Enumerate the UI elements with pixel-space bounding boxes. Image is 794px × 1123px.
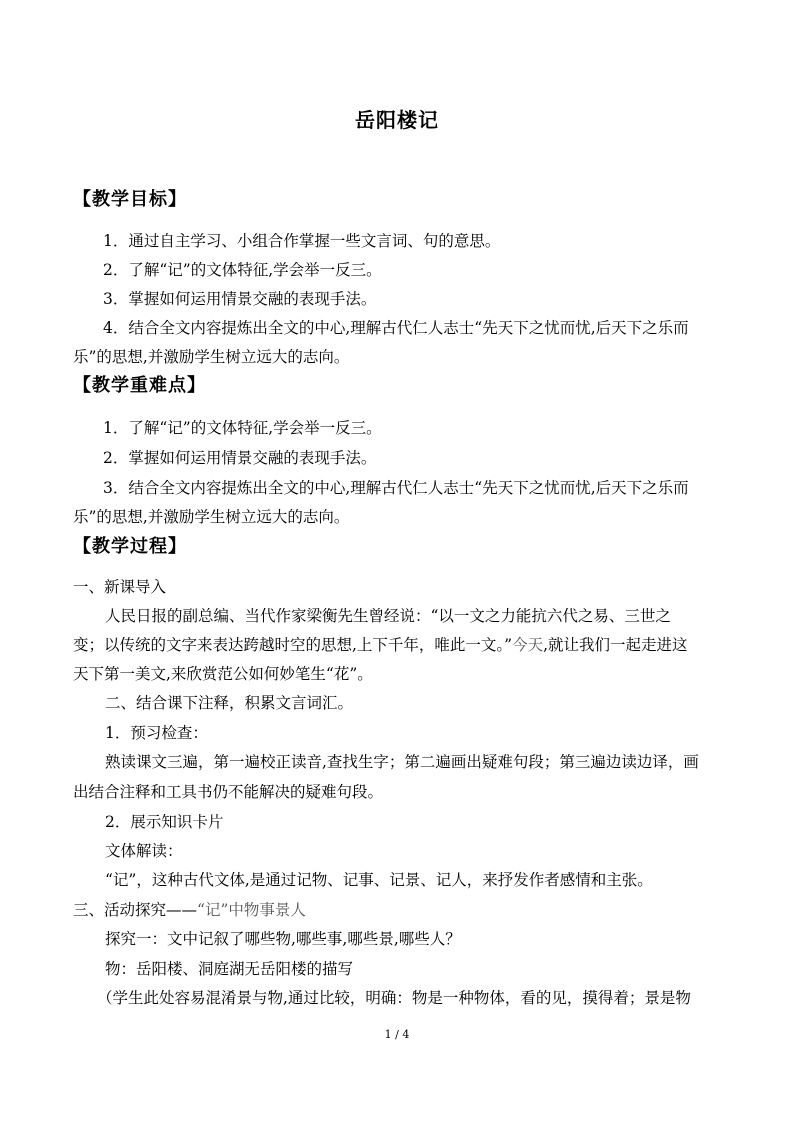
process-line: 一、新课导入 xyxy=(73,578,167,596)
process-text-gray: 今天 xyxy=(512,636,544,654)
page-number: 1 / 4 xyxy=(384,1028,410,1041)
goal-item-continued: 乐”的思想,并激励学生树立远大的志向。 xyxy=(73,348,350,366)
section-heading-goals: 【教学目标】 xyxy=(73,189,187,210)
process-text: 三、活动探究—— xyxy=(73,901,198,919)
key-point-item: 3．结合全文内容提炼出全文的中心,理解古代仁人志士“先天下之忧而忧,后天下之乐而 xyxy=(103,479,689,497)
process-line xyxy=(73,900,723,920)
process-line: 1．预习检查： xyxy=(105,724,208,742)
document-title: 岳阳楼记 xyxy=(355,108,439,132)
goal-item: 1．通过自主学习、小组合作掌握一些文言词、句的意思。 xyxy=(103,232,501,250)
key-point-item: 2．掌握如何运用情景交融的表现手法。 xyxy=(103,449,377,467)
key-point-item-continued: 乐”的思想,并激励学生树立远大的志向。 xyxy=(73,508,350,526)
process-line: （学生此处容易混淆景与物,通过比较，明确：物是一种物体，看的见，摸得着；景是物 xyxy=(97,989,691,1007)
process-text: ,就让我们一起走进这 xyxy=(543,636,688,654)
process-text-gray: “记”中物事景人 xyxy=(197,901,306,919)
process-line: 人民日报的副总编、当代作家梁衡先生曾经说：“以一文之力能抗六代之易、三世之 xyxy=(105,607,671,625)
process-line: 天下第一美文,来欣赏范公如何妙笔生“花”。 xyxy=(73,665,373,683)
section-heading-process: 【教学过程】 xyxy=(73,536,187,557)
process-text: 变；以传统的文字来表达跨越时空的思想,上下千年，唯此一文。” xyxy=(73,636,513,654)
key-point-item: 1．了解“记”的文体特征,学会举一反三。 xyxy=(103,419,382,437)
process-line: 二、结合课下注释，积累文言词汇。 xyxy=(105,694,354,712)
process-line: 文体解读： xyxy=(105,842,183,860)
process-line: 2．展示知识卡片 xyxy=(105,813,224,831)
goal-item: 3．掌握如何运用情景交融的表现手法。 xyxy=(103,290,377,308)
process-line: 物：岳阳楼、洞庭湖无岳阳楼的描写 xyxy=(105,960,354,978)
goal-item: 4．结合全文内容提炼出全文的中心,理解古代仁人志士“先天下之忧而忧,后天下之乐而 xyxy=(103,319,689,337)
process-line xyxy=(73,635,723,655)
process-line: 出结合注释和工具书仍不能解决的疑难句段。 xyxy=(73,783,384,801)
process-line: 熟读课文三遍，第一遍校正读音,查找生字；第二遍画出疑难句段；第三遍边读边译，画 xyxy=(105,753,699,771)
process-line: 探究一：文中记叙了哪些物,哪些事,哪些景,哪些人？ xyxy=(105,930,461,948)
process-line: “记”，这种古代文体,是通过记物、记事、记景、记人，来抒发作者感情和主张。 xyxy=(105,871,653,889)
goal-item: 2．了解“记”的文体特征,学会举一反三。 xyxy=(103,261,382,279)
section-heading-key-points: 【教学重难点】 xyxy=(73,375,206,396)
